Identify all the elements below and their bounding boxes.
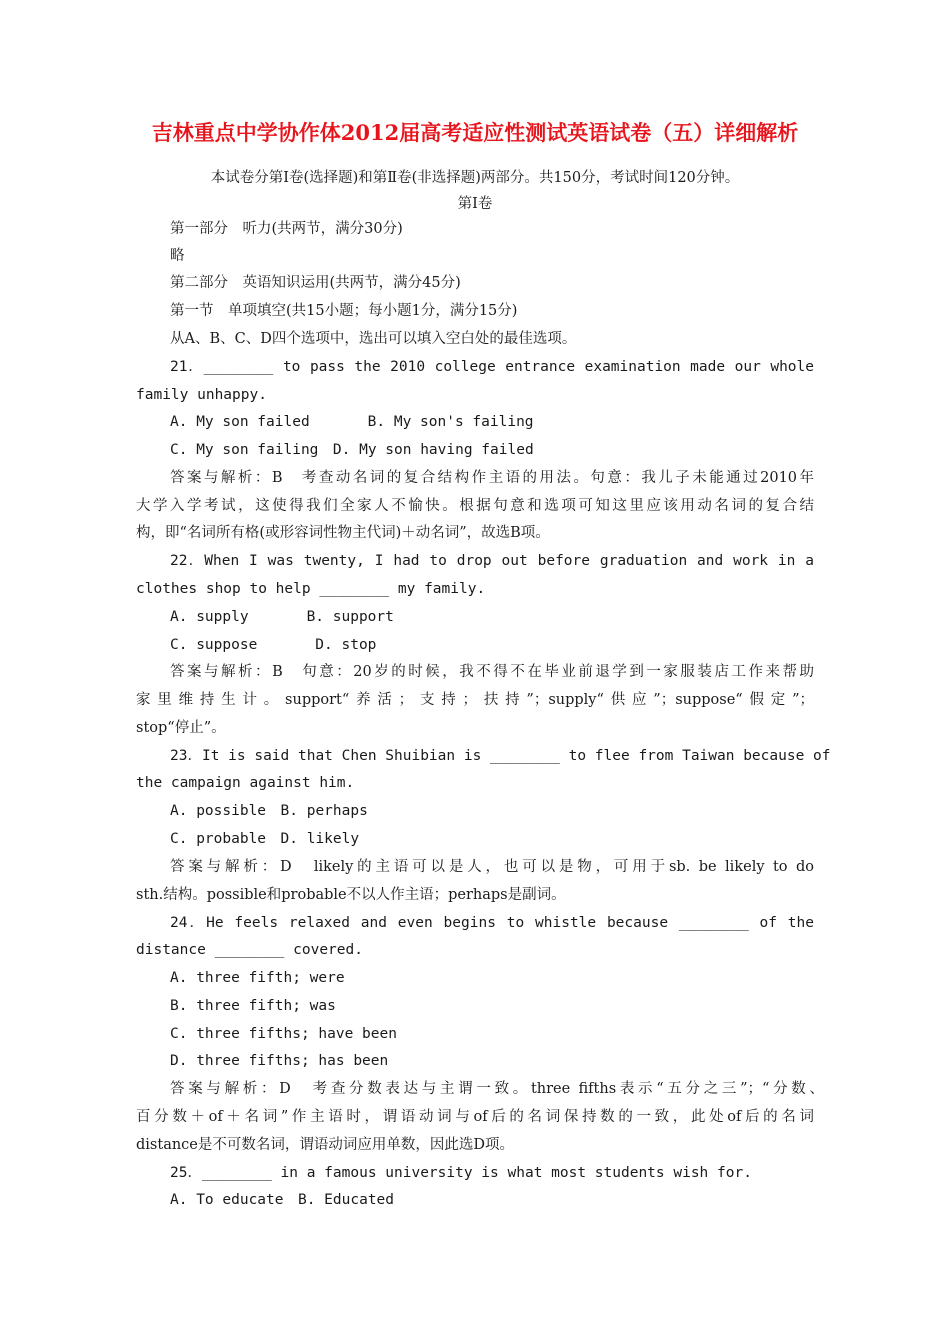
question-24-option-b: B. three fifth; was (170, 998, 336, 1014)
answer-22-line-3: stop“停止”。 (136, 720, 226, 736)
question-24-line-2: distance ________ covered. (136, 942, 363, 958)
answer-21-line-3: 构，即“名词所有格(或形容词性物主代词)＋动名词”，故选B项。 (136, 525, 550, 541)
answer-24-line-2: 百分数＋of＋名词”作主语时，谓语动词与of后的名词保持数的一致，此处of后的名词 (136, 1109, 814, 1125)
exam-intro: 本试卷分第Ⅰ卷(选择题)和第Ⅱ卷(非选择题)两部分。共150分，考试时间120分钟。 (210, 170, 740, 186)
question-21-options-cd: C. My son failing D. My son having failed (170, 442, 534, 458)
question-24-line-1: 24．He feels relaxed and even begins to whistle because ________ of the (170, 915, 814, 931)
answer-23-line-1: 答案与解析：D likely的主语可以是人，也可以是物，可用于sb. be likely to do (170, 859, 814, 875)
answer-24-line-3: distance是不可数名词，谓语动词应用单数，因此选D项。 (136, 1137, 514, 1153)
question-22-options-cd: C. suppose D. stop (170, 637, 377, 653)
question-23-line-2: the campaign against him. (136, 775, 355, 791)
question-25-options-ab: A. To educate B. Educated (170, 1192, 395, 1208)
question-23-options-cd: C. probable D. likely (170, 831, 360, 847)
question-24-option-c: C. three fifths; have been (170, 1026, 397, 1042)
part1-heading: 第一部分 听力(共两节，满分30分) (170, 221, 403, 237)
question-25-line-1: 25．________ in a famous university is what most students wish for. (170, 1165, 752, 1181)
question-24-option-a: A. three fifth; were (170, 970, 345, 986)
section1-heading: 第一节 单项填空(共15小题；每小题1分，满分15分) (170, 303, 518, 319)
answer-21-line-1: 答案与解析：B 考查动名词的复合结构作主语的用法。句意：我儿子未能通过2010年 (170, 470, 814, 486)
part1-note: 略 (170, 248, 185, 264)
question-23-options-ab: A. possible B. perhaps (170, 803, 368, 819)
question-24-option-d: D. three fifths; has been (170, 1053, 389, 1069)
question-22-line-2: clothes shop to help ________ my family. (136, 581, 486, 597)
question-22-options-ab: A. supply B. support (170, 609, 394, 625)
part2-heading: 第二部分 英语知识运用(共两节，满分45分) (170, 275, 461, 291)
answer-22-line-2: 家里维持生计。support“养活；支持；扶持”；supply“供应”；suppose“假定”； (136, 692, 814, 708)
answer-22-line-1: 答案与解析：B 句意：20岁的时候，我不得不在毕业前退学到一家服装店工作来帮助 (170, 664, 814, 680)
answer-24-line-1: 答案与解析：D 考查分数表达与主谓一致。three fifths表示“五分之三”；“分数、 (170, 1081, 824, 1097)
question-23-line-1: 23．It is said that Chen Shuibian is ________ to flee from Taiwan because of (170, 748, 831, 764)
answer-21-line-2: 大学入学考试，这使得我们全家人不愉快。根据句意和选项可知这里应该用动名词的复合结 (136, 498, 814, 514)
page-title: 吉林重点中学协作体2012届高考适应性测试英语试卷（五）详细解析 (151, 120, 799, 145)
instruction: 从A、B、C、D四个选项中，选出可以填入空白处的最佳选项。 (170, 331, 577, 347)
question-21-options-ab: A. My son failed B. My son's failing (170, 414, 534, 430)
question-22-line-1: 22．When I was twenty, I had to drop out before graduation and work in a (170, 553, 814, 569)
volume-heading: 第Ⅰ卷 (457, 196, 493, 212)
question-21-line-1: 21．________ to pass the 2010 college entrance examination made our whole (170, 359, 814, 375)
answer-23-line-2: sth.结构。possible和probable不以人作主语；perhaps是副词。 (136, 887, 566, 903)
question-21-line-2: family unhappy. (136, 387, 267, 403)
